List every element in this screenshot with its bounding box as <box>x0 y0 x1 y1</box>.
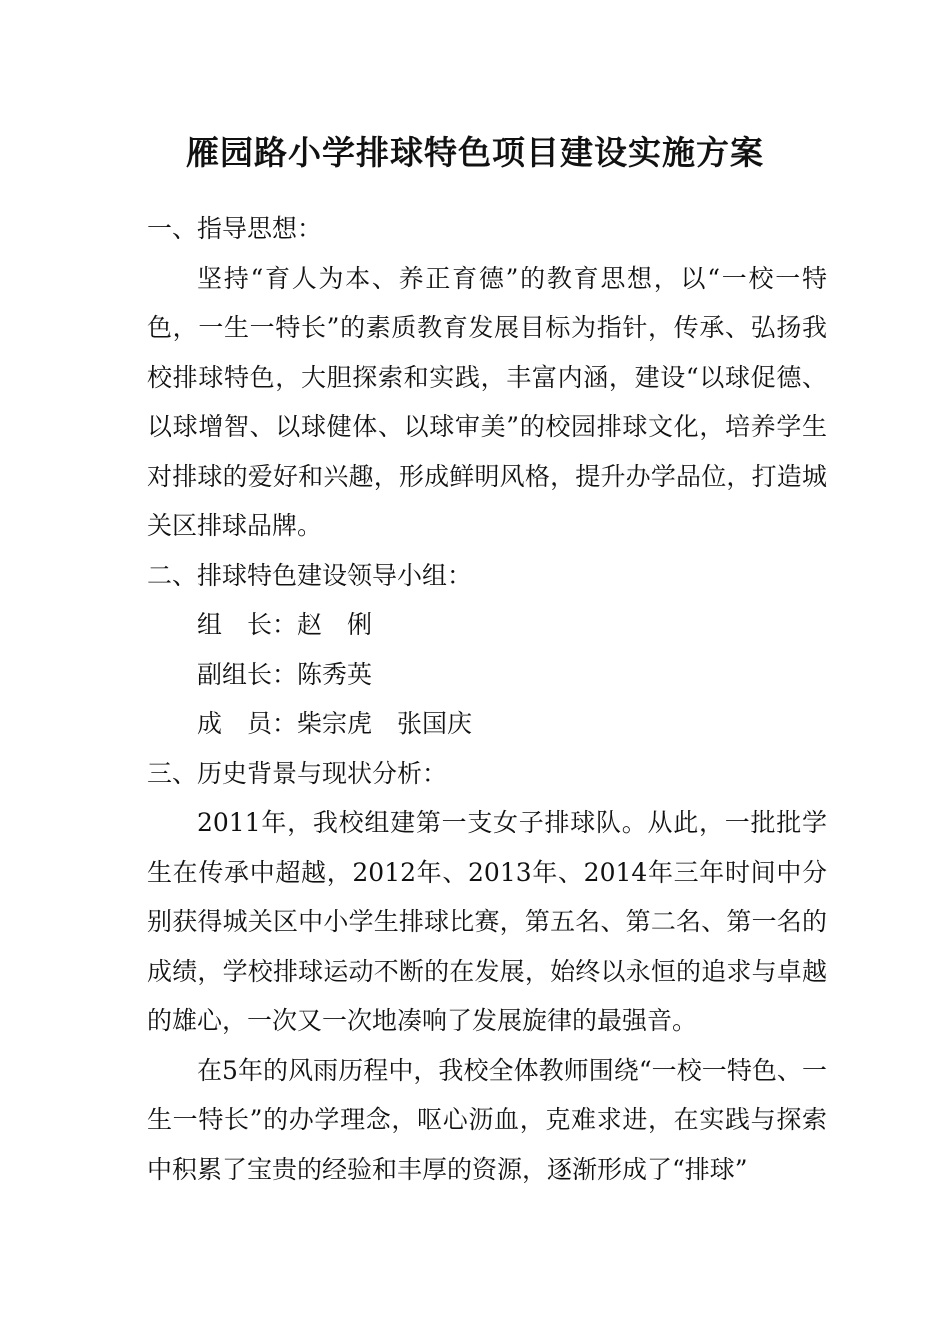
document-body <box>147 204 827 1194</box>
paragraph-guiding-ideology: 坚持“育人为本、养正育德”的教育思想，以“一校一特色，一生一特长”的素质教育发展目标为指针，传承、弘扬我校排球特色，大胆探索和实践，丰富内涵，建设“以球促德、以球增智、以球健体、以球审美”的校园排球文化，培养学生对排球的爱好和兴趣，形成鲜明风格，提升办学品位，打造城关区排球品牌。 <box>147 263 827 540</box>
section-heading-guiding-ideology: 一、指导思想： <box>147 214 323 243</box>
paragraph-history: 2011年，我校组建第一支女子排球队。从此，一批批学生在传承中超越，2012年、2013年、2014年三年时间中分别获得城关区中小学生排球比赛，第五名、第二名、第一名的成绩，学校排球运动不断的在发展，始终以永恒的追求与卓越的雄心，一次又一次地凑响了发展旋律的最强音。 <box>147 808 827 1035</box>
document-title: 雁园路小学排球特色项目建设实施方案 <box>186 133 764 172</box>
section-heading-background: 三、历史背景与现状分析： <box>147 758 448 788</box>
leader-line: 组 长：赵 俐 <box>197 610 373 639</box>
deputy-leader-line: 副组长：陈秀英 <box>197 659 373 689</box>
section-heading-leadership-group: 二、排球特色建设领导小组： <box>147 560 473 590</box>
members-line: 成 员：柴宗虎 张国庆 <box>197 709 473 738</box>
paragraph-development: 在5年的风雨历程中，我校全体教师围绕“一校一特色、一生一特长”的办学理念，呕心沥血，克难求进，在实践与探索中积累了宝贵的经验和丰厚的资源，逐渐形成了“排球” <box>147 1055 827 1184</box>
